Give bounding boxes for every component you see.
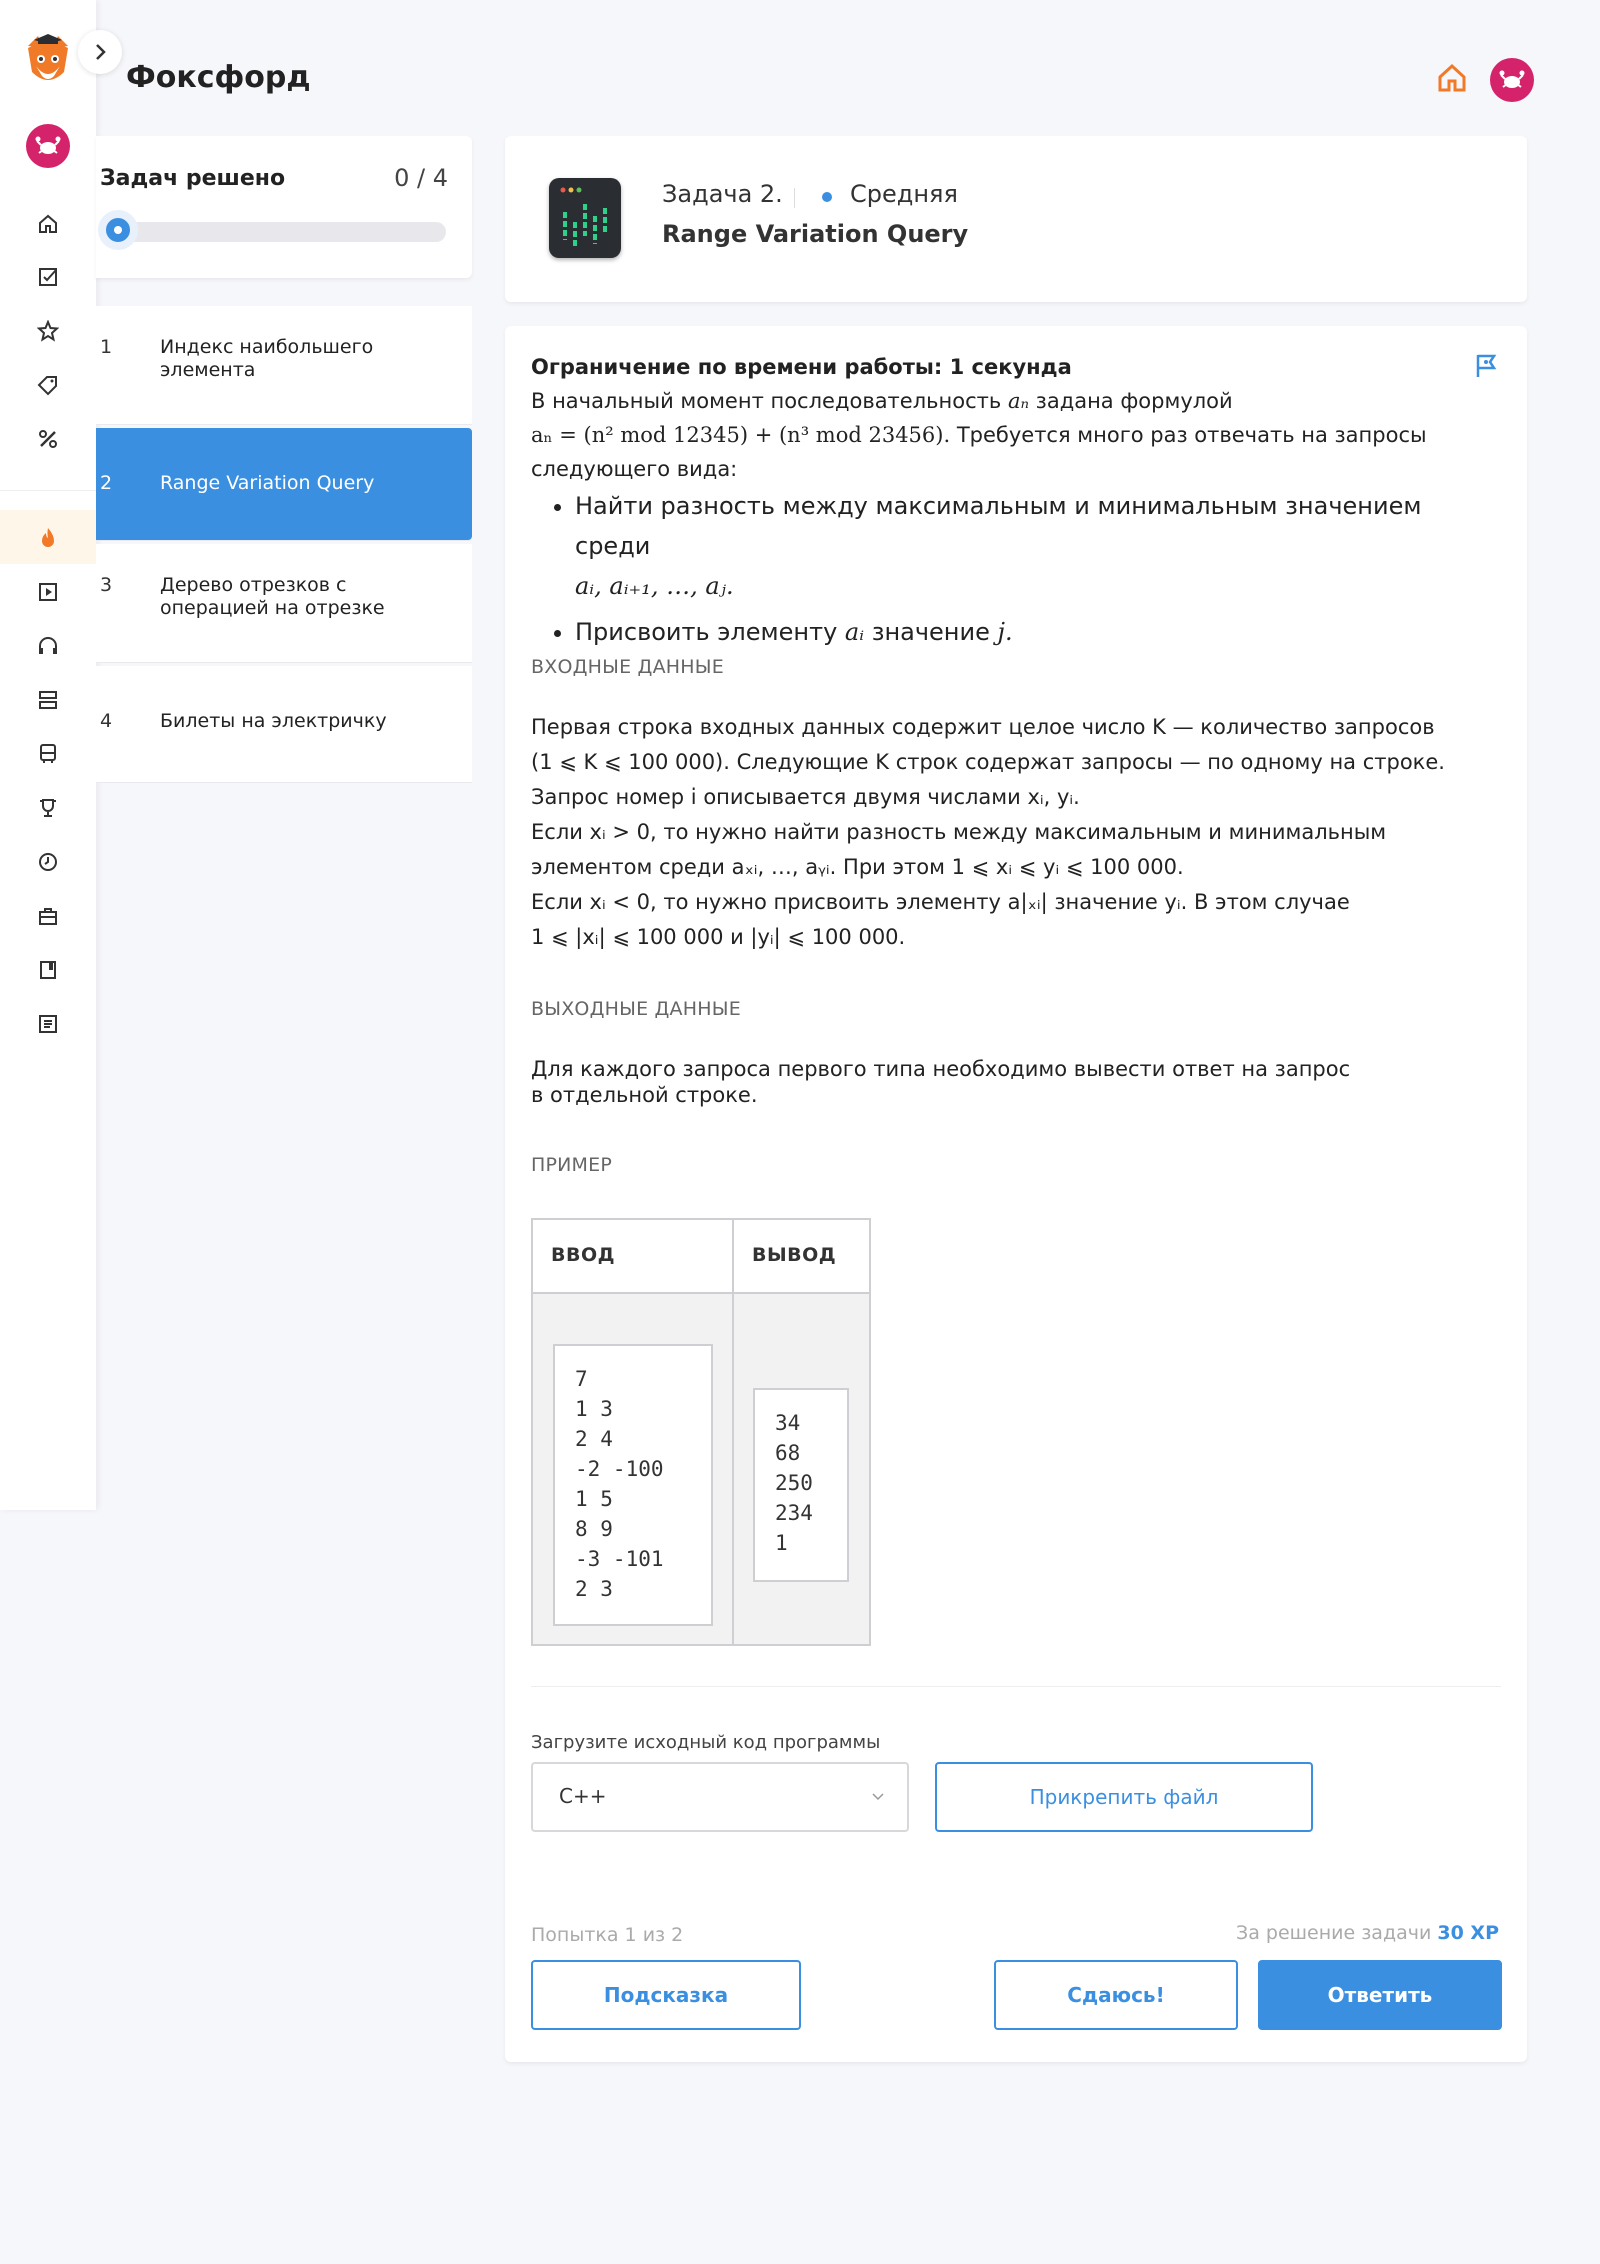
task-number-label: Задача 2. (662, 180, 783, 208)
task-number: 3 (100, 574, 113, 596)
task-content-card (505, 326, 1527, 2062)
list-item-text: Найти разность между максимальным и минимальным значением среди (575, 492, 1422, 560)
task-chart-icon (549, 178, 621, 258)
content-divider (531, 1686, 1501, 1687)
report-flag-icon[interactable] (1473, 352, 1501, 380)
language-select[interactable] (531, 1762, 909, 1832)
task-item-2[interactable] (96, 428, 472, 540)
progress-bar (100, 222, 446, 242)
task-item-4[interactable] (96, 666, 472, 782)
input-line: элементом среди aₓᵢ, …, aᵧᵢ. При этом 1 ⩽ xᵢ ⩽ yᵢ ⩽ 100 000. (531, 855, 1184, 879)
list-item-math: aᵢ, aᵢ₊₁, …, aⱼ. (575, 572, 734, 600)
progress-card (96, 136, 472, 278)
percent-icon[interactable] (34, 425, 62, 453)
bus-icon[interactable] (34, 740, 62, 768)
example-output: 34 68 250 234 1 (753, 1388, 849, 1582)
brand-title[interactable]: Фоксфорд (126, 60, 311, 95)
statement-text: Требуется много раз отвечать на запросы следующего вида: (531, 423, 1427, 481)
task-number: 1 (100, 336, 113, 358)
list-icon[interactable] (34, 1010, 62, 1038)
progress-title: Задач решено (100, 166, 286, 191)
attach-file-button[interactable]: Прикрепить файл (935, 1762, 1313, 1832)
task-label: Индекс наибольшего элемента (160, 336, 374, 381)
task-header-card (505, 136, 1527, 302)
example-output-header: ВЫВОД (734, 1220, 869, 1294)
user-avatar[interactable] (26, 124, 70, 168)
stack-icon[interactable] (34, 686, 62, 714)
expand-sidebar-button[interactable] (78, 30, 122, 74)
list-item-math: j. (997, 618, 1013, 646)
progress-knob (98, 210, 138, 250)
problem-statement (531, 350, 1471, 652)
list-item-text: значение (871, 618, 990, 646)
task-item-1[interactable] (96, 306, 472, 424)
input-line: Запрос номер i описывается двумя числами xᵢ, yᵢ. (531, 785, 1080, 809)
attempt-counter: Попытка 1 из 2 (531, 1924, 684, 1946)
reward-xp: 30 XP (1437, 1922, 1499, 1944)
input-line: Если xᵢ < 0, то нужно присвоить элементу a|ₓᵢ| значение yᵢ. В этом случае (531, 890, 1350, 914)
statement-math: aₙ (1007, 389, 1029, 413)
list-item-math: aᵢ (844, 618, 865, 646)
statement-text: В начальный момент последовательность (531, 389, 1002, 413)
headphones-icon[interactable] (34, 632, 62, 660)
reward-info (1236, 1922, 1499, 1944)
video-play-icon[interactable] (34, 578, 62, 606)
home-icon[interactable] (34, 210, 62, 238)
tasks-check-icon[interactable] (34, 263, 62, 291)
chevron-right-icon (93, 43, 107, 61)
list-item (575, 486, 1471, 606)
reward-text: За решение задачи (1236, 1922, 1432, 1944)
fox-logo-icon[interactable] (24, 32, 72, 88)
submit-answer-button[interactable]: Ответить (1258, 1960, 1502, 2030)
output-section-title: ВЫХОДНЫЕ ДАННЫЕ (531, 998, 741, 1020)
example-table (531, 1218, 871, 1646)
task-label: Range Variation Query (160, 472, 375, 494)
give-up-button[interactable]: Сдаюсь! (994, 1960, 1238, 2030)
notebook-icon[interactable] (34, 956, 62, 984)
difficulty-label: Средняя (850, 180, 958, 208)
difficulty-dot (822, 192, 832, 202)
tag-icon[interactable] (34, 371, 62, 399)
language-value: C++ (559, 1784, 607, 1808)
user-avatar[interactable] (1490, 58, 1534, 102)
query-types-list (575, 486, 1471, 652)
fire-icon[interactable] (34, 524, 62, 552)
example-input: 7 1 3 2 4 -2 -100 1 5 8 9 -3 -101 2 3 (553, 1344, 713, 1626)
list-item-text: Присвоить элементу (575, 618, 838, 646)
clock-icon[interactable] (34, 848, 62, 876)
crab-icon (35, 135, 61, 157)
statement-formula: aₙ = (n² mod 12345) + (n³ mod 23456). (531, 423, 951, 447)
crab-icon (1499, 69, 1525, 91)
input-description (531, 710, 1491, 955)
hint-button[interactable]: Подсказка (531, 1960, 801, 2030)
upload-label: Загрузите исходный код программы (531, 1732, 881, 1753)
header-separator (794, 188, 795, 208)
star-icon[interactable] (34, 317, 62, 345)
task-title: Range Variation Query (662, 220, 969, 248)
example-section-title: ПРИМЕР (531, 1154, 613, 1176)
example-column-divider (732, 1294, 734, 1644)
task-label: Билеты на электричку (160, 710, 387, 732)
input-line: Если xᵢ > 0, то нужно найти разность между максимальным и минимальным (531, 820, 1387, 844)
list-item (575, 612, 1471, 652)
task-list (96, 306, 472, 782)
task-number: 4 (100, 710, 113, 732)
home-icon[interactable] (1436, 62, 1468, 94)
progress-count: 0 / 4 (394, 164, 448, 192)
rail-divider (0, 490, 96, 491)
input-line: (1 ⩽ K ⩽ 100 000). Следующие K строк содержат запросы — по одному на строке. (531, 750, 1445, 774)
statement-text: задана формулой (1035, 389, 1233, 413)
task-number: 2 (100, 472, 113, 494)
input-line: 1 ⩽ |xᵢ| ⩽ 100 000 и |yᵢ| ⩽ 100 000. (531, 925, 906, 949)
left-rail (0, 0, 96, 1510)
input-section-title: ВХОДНЫЕ ДАННЫЕ (531, 656, 724, 678)
briefcase-icon[interactable] (34, 902, 62, 930)
chevron-down-icon (871, 1790, 885, 1804)
example-input-header: ВВОД (533, 1220, 734, 1294)
task-item-3[interactable] (96, 544, 472, 662)
output-description: Для каждого запроса первого типа необходимо вывести ответ на запрос в отдельной строке. (531, 1057, 1351, 1107)
time-limit: Ограничение по времени работы: 1 секунда (531, 355, 1072, 379)
task-label: Дерево отрезков с операцией на отрезке (160, 574, 385, 619)
trophy-icon[interactable] (34, 794, 62, 822)
input-line: Первая строка входных данных содержит целое число K — количество запросов (531, 715, 1435, 739)
